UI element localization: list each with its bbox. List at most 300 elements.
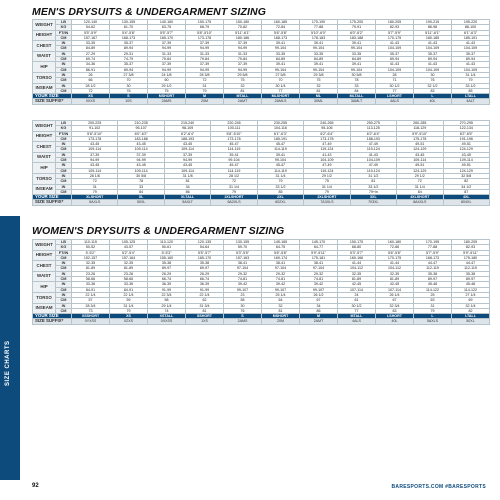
table-cell: 190-215 <box>414 20 452 25</box>
table-cell: 33-35 <box>262 51 300 56</box>
unit-label: CM <box>56 46 72 51</box>
table-cell: 6'2"-6'4" <box>164 131 210 136</box>
row-label: SIZE SUFFIX* <box>33 319 72 324</box>
table-cell: 89-94 <box>110 67 148 72</box>
table-cell: 703XL <box>350 200 396 205</box>
unit-label: IN <box>56 184 72 189</box>
table-cell: 64 <box>262 298 300 303</box>
table-cell: 28 1/8 <box>72 173 118 178</box>
table-cell: 43-45 <box>72 142 118 147</box>
table-cell: 23-26 <box>72 271 110 276</box>
table-cell: 39-41 <box>338 41 376 46</box>
table-cell: 1XS <box>186 319 224 324</box>
table-cell: 130-155 <box>110 20 148 25</box>
table-cell: S <box>224 314 262 319</box>
table-cell: 43-45 <box>164 142 210 147</box>
table-cell: 180-186 <box>224 35 262 40</box>
table-cell: 87 <box>443 189 490 194</box>
table-cell: 35-37 <box>376 51 414 56</box>
table-cell: 270-295 <box>443 121 490 126</box>
table-cell: 72 <box>72 88 110 93</box>
table-cell: 2XLSHORT <box>304 195 350 200</box>
table-cell: 30 1/2 <box>376 83 414 88</box>
table-cell: 32 1/2 <box>414 83 452 88</box>
table-cell: 41-43 <box>376 41 414 46</box>
table-cell: 79 <box>414 308 452 313</box>
table-cell: 91-99 <box>148 287 186 292</box>
table-cell: 84 <box>338 88 376 93</box>
table-cell: 84-89 <box>72 46 110 51</box>
table-cell: 45-48 <box>414 282 452 287</box>
table-cell: 67 <box>376 298 414 303</box>
table-cell: 3XL <box>350 195 396 200</box>
table-cell: L <box>414 314 452 319</box>
table-cell: 175-181 <box>300 255 338 260</box>
table-cell: 39-41 <box>338 62 376 67</box>
table-cell: 58 <box>224 298 262 303</box>
table-cell: 95-107 <box>118 126 164 131</box>
table-cell: 26 1/4 <box>376 292 414 297</box>
table-cell: 33 1/2 <box>350 184 396 189</box>
unit-label: CM <box>56 308 72 313</box>
unit-label: CM <box>56 158 72 163</box>
table-cell: 31-33 <box>224 51 262 56</box>
table-cell: 44-47 <box>452 261 490 266</box>
table-cell: 122-134 <box>443 126 490 131</box>
table-cell: 173-178 <box>186 35 224 40</box>
table-cell: 230-255 <box>257 121 303 126</box>
table-cell: 5'-5'2" <box>72 250 110 255</box>
table-cell: 39-41 <box>300 62 338 67</box>
table-cell: 24 1/8 <box>148 72 186 77</box>
table-cell: 29-32 <box>224 271 262 276</box>
table-cell: 29 1/4 <box>148 303 186 308</box>
table-cell: 83 <box>376 308 414 313</box>
unit-label: IN <box>56 261 72 266</box>
table-cell: 26 1/2 <box>300 292 338 297</box>
table-cell: 119-124 <box>304 147 350 152</box>
unit-label: CM <box>56 179 72 184</box>
table-cell: 22 3/4 <box>148 292 186 297</box>
table-cell: 0YXSS <box>72 319 110 324</box>
table-cell: MLSHORT <box>262 94 300 99</box>
table-cell: 95-106 <box>304 126 350 131</box>
table-cell: 10S <box>110 99 148 104</box>
table-cell: 91-99 <box>186 287 224 292</box>
table-cell: 77 <box>338 308 376 313</box>
table-cell: 29-32 <box>300 271 338 276</box>
unit-label: IN <box>56 41 72 46</box>
table-cell: 70 <box>262 78 300 83</box>
table-cell: 41-43 <box>414 62 452 67</box>
table-cell: XSSHORT <box>72 314 110 319</box>
table-cell: 200-225 <box>72 121 118 126</box>
table-cell: 188-193 <box>164 136 210 141</box>
table-cell: 27 5/8 <box>262 72 300 77</box>
table-cell: 112-119 <box>452 266 490 271</box>
category-label: INSEAM <box>33 184 56 195</box>
table-cell: 66 <box>72 78 110 83</box>
table-cell: 94-99 <box>224 46 262 51</box>
table-cell: 98-109 <box>164 126 210 131</box>
table-cell: 31 1/8 <box>164 173 210 178</box>
table-cell: 24 <box>338 292 376 297</box>
table-cell: 110-115 <box>72 240 110 245</box>
table-cell: 43-45 <box>164 163 210 168</box>
row-label: SIZE SUFFIX* <box>33 99 72 104</box>
table-cell: 33 1/2 <box>257 184 303 189</box>
table-cell: 22 1/4 <box>186 292 224 297</box>
table-cell: 150-175 <box>186 20 224 25</box>
table-cell: 152-157 <box>72 255 110 260</box>
table-cell: 81-89 <box>338 277 376 282</box>
table-cell: S <box>110 94 148 99</box>
table-cell: 34 <box>164 184 210 189</box>
category-label: WAIST <box>33 152 56 163</box>
table-cell: 124-129 <box>397 168 443 173</box>
table-cell: 5AXLT <box>164 200 210 205</box>
table-cell: 79 <box>110 308 148 313</box>
table-cell: 94-99 <box>164 158 210 163</box>
table-cell: 83 <box>414 88 452 93</box>
category-label: WEIGHT <box>33 20 56 31</box>
unit-label: LB <box>56 121 72 126</box>
table-cell: 0ZXS <box>110 319 148 324</box>
table-cell: 150-180 <box>224 20 262 25</box>
table-cell: 84-91 <box>110 287 148 292</box>
table-cell: 37-39 <box>224 62 262 67</box>
table-cell: 109-114 <box>443 158 490 163</box>
table-cell: 41-43 <box>452 41 490 46</box>
table-cell: 94-99 <box>148 46 186 51</box>
table-cell: ML <box>300 94 338 99</box>
category-label: WEIGHT <box>33 240 56 251</box>
table-cell: 23-26 <box>110 271 148 276</box>
unit-label: CM <box>56 35 72 40</box>
table-cell: 31 1/2 <box>350 173 396 178</box>
unit-label: CM <box>56 168 72 173</box>
table-cell: 35-37 <box>414 51 452 56</box>
table-cell: 50XL <box>452 319 490 324</box>
table-cell: 33 1/2 <box>452 83 490 88</box>
table-cell: 72-84 <box>262 25 300 30</box>
table-cell: 104-112 <box>376 266 414 271</box>
table-cell: 84-89 <box>300 57 338 62</box>
table-cell: 29-32 <box>262 271 300 276</box>
table-cell: 104-109 <box>376 46 414 51</box>
page-number: 92 <box>32 483 39 489</box>
table-cell: 69 <box>452 298 490 303</box>
table-cell: 37-39 <box>186 62 224 67</box>
table-cell: 77 <box>376 88 414 93</box>
table-cell: 41-43 <box>304 152 350 157</box>
table-cell: XS <box>72 94 110 99</box>
table-cell: 74-81 <box>300 277 338 282</box>
table-cell: 31 1/4 <box>257 173 303 178</box>
table-cell: 107-114 <box>376 287 414 292</box>
table-cell: 49-51 <box>397 142 443 147</box>
table-cell: 91-102 <box>72 126 118 131</box>
table-cell: 2AMLS <box>262 99 300 104</box>
website-link[interactable]: BARESPORTS.COM #BARESPORTS <box>391 484 486 490</box>
table-cell: 39-42 <box>262 282 300 287</box>
unit-label: LB <box>56 240 72 245</box>
table-cell: 31 1/4 <box>397 184 443 189</box>
table-cell: 94-99 <box>186 67 224 72</box>
unit-label: CM <box>56 78 72 83</box>
row-label: SIZE SUFFIX* <box>33 200 72 205</box>
unit-label: IN <box>56 292 72 297</box>
table-cell: MTALL <box>338 314 376 319</box>
table-cell: 43-45 <box>72 163 118 168</box>
table-cell: 31 <box>72 184 118 189</box>
table-cell: 41-43 <box>376 62 414 67</box>
table-cell: 41-44 <box>338 261 376 266</box>
table-cell: 32 1/4 <box>452 303 490 308</box>
table-cell: 33-35 <box>300 51 338 56</box>
table-cell: 58-66 <box>110 277 148 282</box>
table-cell: MLTALL <box>338 94 376 99</box>
category-label: HEIGHT <box>33 30 56 41</box>
table-cell: 191-196 <box>443 136 490 141</box>
table-cell: 99-104 <box>338 67 376 72</box>
table-cell: 33 <box>338 83 376 88</box>
table-cell: 5'9"-5'11" <box>452 250 490 255</box>
unit-label: CM <box>56 57 72 62</box>
table-cell: LTALL <box>452 94 490 99</box>
unit-label: CM <box>56 136 72 141</box>
table-cell: 75 <box>224 78 262 83</box>
table-cell: 31 <box>414 303 452 308</box>
category-label: INSEAM <box>33 303 56 314</box>
table-cell: XS <box>110 314 148 319</box>
table-cell: 5'4"-5'8" <box>110 30 148 35</box>
category-label: HIP <box>33 282 56 293</box>
table-cell: M <box>186 94 224 99</box>
table-cell: 112-119 <box>414 266 452 271</box>
table-cell: 25 1/4 <box>262 292 300 297</box>
table-cell: 30 <box>414 72 452 77</box>
table-cell: XSTALL <box>148 314 186 319</box>
table-cell: 39-41 <box>262 62 300 67</box>
table-cell: 89-94 <box>110 46 148 51</box>
table-cell: 84-89 <box>338 57 376 62</box>
unit-label: CM <box>56 189 72 194</box>
row-label: YOUR SIZE <box>33 94 72 99</box>
table-cell: 64-77 <box>300 245 338 250</box>
table-cell: 66-74 <box>148 277 186 282</box>
table-cell: 30 <box>110 83 148 88</box>
table-cell: LSHORT <box>376 94 414 99</box>
table-cell: 250-275 <box>350 121 396 126</box>
table-cell: 114-119 <box>211 147 257 152</box>
table-cell: 124-129 <box>443 168 490 173</box>
table-cell: 30 1/4 <box>262 83 300 88</box>
table-cell: 97-104 <box>300 266 338 271</box>
mens-table-2 <box>32 120 490 206</box>
table-cell: 4ALT <box>452 99 490 104</box>
table-cell: 32 <box>300 83 338 88</box>
table-cell: 45-48 <box>452 282 490 287</box>
table-cell: 31 1/4 <box>110 303 148 308</box>
table-cell: 170-175 <box>376 255 414 260</box>
mens-table-1 <box>32 19 490 105</box>
table-cell: 44-47 <box>414 261 452 266</box>
table-cell: 81-89 <box>110 266 148 271</box>
table-cell: 29 1/2 <box>148 83 186 88</box>
table-cell: 94-99 <box>118 158 164 163</box>
table-cell: 5'10"-6'0" <box>300 30 338 35</box>
table-cell: 71 <box>376 78 414 83</box>
table-cell: 33-36 <box>72 282 110 287</box>
table-cell: 34 1/2 <box>443 184 490 189</box>
table-cell: 5'8"-5'10" <box>72 131 118 136</box>
table-cell: MSHORT <box>262 314 300 319</box>
table-cell: 145-170 <box>300 240 338 245</box>
table-cell: 81 <box>224 88 262 93</box>
table-cell: 160-185 <box>262 20 300 25</box>
table-cell: 72 <box>211 179 257 184</box>
table-cell: 45-47 <box>257 163 303 168</box>
table-cell: 2AMS <box>224 319 262 324</box>
table-cell: 180-205 <box>376 20 414 25</box>
table-cell: 99-107 <box>262 287 300 292</box>
table-cell: 22 1/4 <box>72 292 110 297</box>
table-cell: 35-37 <box>110 41 148 46</box>
table-cell: 94-99 <box>148 67 186 72</box>
table-cell: 120-140 <box>72 20 110 25</box>
table-cell: 86-98 <box>414 25 452 30</box>
table-cell: 89-94 <box>376 57 414 62</box>
table-cell: 73 <box>72 308 110 313</box>
table-cell: 37-39 <box>164 152 210 157</box>
unit-label: CM <box>56 298 72 303</box>
table-cell: 4XLSHORT <box>397 195 443 200</box>
table-cell: 43-45 <box>397 152 443 157</box>
table-cell: 39-41 <box>300 41 338 46</box>
table-cell: 76 <box>110 88 148 93</box>
table-cell: 49-51 <box>443 142 490 147</box>
table-cell: 40L <box>376 319 414 324</box>
table-cell: 5'11"-6'1" <box>224 30 262 35</box>
table-cell: 89-94 <box>414 57 452 62</box>
womens-table <box>32 239 490 325</box>
table-cell: 30 1/2 <box>338 303 376 308</box>
table-cell: 74 <box>148 308 186 313</box>
table-cell: 168-173 <box>414 255 452 260</box>
table-cell: 31 1/4 <box>452 72 490 77</box>
category-label: WEIGHT <box>33 121 56 132</box>
table-cell: 6'2"-6'4" <box>350 131 396 136</box>
category-label: TORSO <box>33 72 56 83</box>
table-cell: 72 <box>397 179 443 184</box>
table-cell: 5'5"-5'7" <box>186 250 224 255</box>
table-cell: 35-38 <box>452 271 490 276</box>
table-cell: 45-47 <box>211 142 257 147</box>
table-cell: 22 1/4 <box>110 292 148 297</box>
table-cell: 99-104 <box>300 46 338 51</box>
table-cell: 35-38 <box>414 271 452 276</box>
table-cell: 119-124 <box>350 168 396 173</box>
table-cell: 39-41 <box>257 152 303 157</box>
table-cell: 602XL <box>257 200 303 205</box>
table-cell: 33-35 <box>338 51 376 56</box>
unit-label: IN <box>56 173 72 178</box>
table-cell: 2XL <box>257 195 303 200</box>
table-cell: 37-39 <box>118 152 164 157</box>
table-cell: 79 <box>257 179 303 184</box>
table-cell: 6A2XLS <box>211 200 257 205</box>
table-cell: 38-41 <box>224 261 262 266</box>
unit-label: CM <box>56 287 72 292</box>
table-cell: 109-114 <box>164 147 210 152</box>
table-cell: 43-45 <box>118 163 164 168</box>
table-cell: 3AMLT <box>338 99 376 104</box>
table-cell: 70-82 <box>224 25 262 30</box>
table-cell: 94-99 <box>224 67 262 72</box>
table-cell: 84 <box>118 189 164 194</box>
table-cell: 107-114 <box>338 287 376 292</box>
table-cell: 28 1/2 <box>211 173 257 178</box>
table-cell: 28 3/8 <box>186 72 224 77</box>
table-cell: 32-35 <box>110 261 148 266</box>
table-cell: 5'7"-5'9" <box>414 250 452 255</box>
table-cell: 30 5/8 <box>118 173 164 178</box>
unit-label: IN <box>56 72 72 77</box>
table-cell: 124-129 <box>443 147 490 152</box>
table-cell: 109-114 <box>397 158 443 163</box>
table-cell: XL <box>118 195 164 200</box>
table-cell: 5'3"-5'7" <box>338 250 376 255</box>
table-cell: 47-49 <box>304 163 350 168</box>
table-cell: 76 <box>414 78 452 83</box>
table-cell: 155-160 <box>148 255 186 260</box>
unit-label: IN <box>56 142 72 147</box>
table-cell: 75 <box>148 88 186 93</box>
table-cell: 105-125 <box>110 240 148 245</box>
unit-label: IN <box>56 271 72 276</box>
table-cell: 5'9"-5'10" <box>397 131 443 136</box>
table-cell: 79+in <box>350 189 396 194</box>
category-label: TORSO <box>33 292 56 303</box>
table-cell: 32 5/8 <box>443 173 490 178</box>
table-cell: 76 <box>224 308 262 313</box>
table-cell: 6'0"-6'2" <box>118 131 164 136</box>
table-cell: 64-75 <box>262 245 300 250</box>
unit-label: IN <box>56 152 72 157</box>
table-cell: 89-97 <box>414 277 452 282</box>
table-cell: 37-39 <box>72 152 118 157</box>
table-cell: XLTALL <box>164 195 210 200</box>
table-cell: 89-97 <box>452 277 490 282</box>
table-cell: 104-109 <box>350 158 396 163</box>
category-label: WAIST <box>33 271 56 282</box>
table-cell: 104-116 <box>257 126 303 131</box>
table-cell: 81 <box>186 308 224 313</box>
table-cell: 86 <box>164 189 210 194</box>
table-cell: 32-35 <box>338 271 376 276</box>
table-cell: 165-170 <box>148 35 186 40</box>
table-cell: 124-129 <box>397 147 443 152</box>
suffix-row <box>33 319 490 324</box>
table-cell: 185-191 <box>257 136 303 141</box>
table-cell: 175-180 <box>452 255 490 260</box>
table-cell: 2XLSHORT <box>211 195 257 200</box>
table-cell: 104-109 <box>452 67 490 72</box>
table-cell: 35-38 <box>186 261 224 266</box>
table-cell: 86-91 <box>72 67 110 72</box>
table-cell: 59 <box>110 298 148 303</box>
